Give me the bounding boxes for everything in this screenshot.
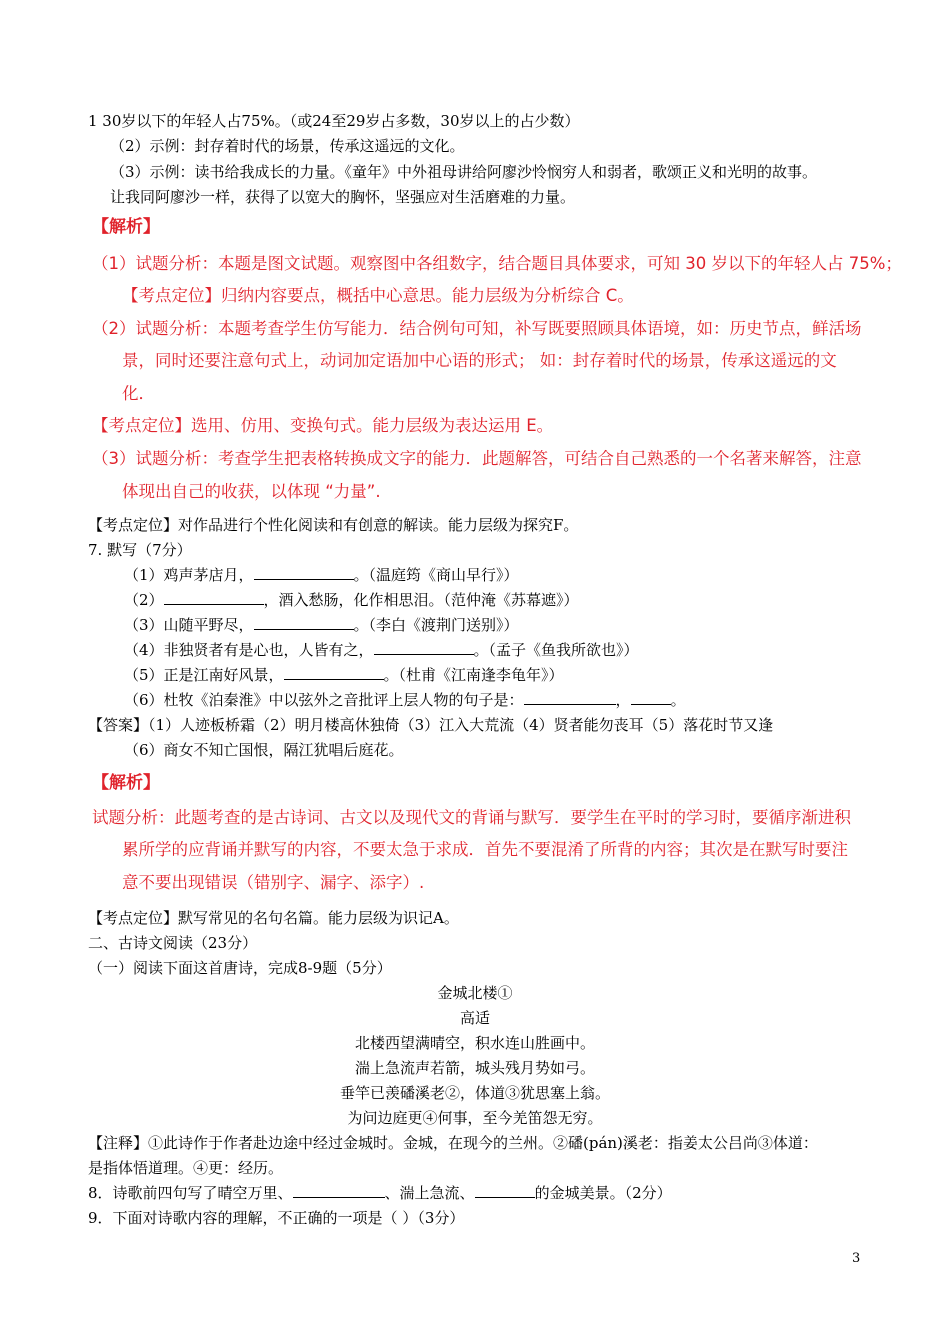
analysis-2-line3: 化． — [122, 384, 155, 403]
answer-2: （2）示例：封存着时代的场景，传承这遥远的文化。 — [110, 137, 465, 155]
q7-item-2 — [124, 589, 579, 611]
q7-item-3-post: 。（李白《渡荆门送别》） — [353, 616, 519, 634]
q7-item-5 — [124, 664, 564, 686]
fill-blank[interactable] — [631, 690, 671, 705]
kaodian-1: 【考点定位】对作品进行个性化阅读和有创意的解读。能力层级为探究F。 — [88, 516, 579, 534]
analysis-2-line1: （2）试题分析：本题考查学生仿写能力．结合例句可知，补写既要照顾具体语境，如：历史节点，鲜活场 — [92, 319, 862, 338]
analysis-1-line2: 【考点定位】归纳内容要点，概括中心意思。能力层级为分析综合 C。 — [122, 286, 634, 305]
poem-line: 为问边庭更④何事，至今羌笛怨无穷。 — [347, 1109, 603, 1127]
q7-item-3 — [124, 614, 519, 636]
fill-blank[interactable] — [254, 615, 354, 630]
fill-blank[interactable] — [293, 1183, 385, 1198]
analysis-2-line4: 【考点定位】选用、仿用、变换句式。能力层级为表达运用 E。 — [92, 416, 554, 435]
q8-pre: 8．诗歌前四句写了晴空万里、 — [88, 1184, 293, 1202]
question-8 — [88, 1182, 672, 1204]
q7-item-5-post: 。（杜甫《江南逢李龟年》） — [383, 666, 564, 684]
q7-item-4-pre: （4）非独贤者有是心也，人皆有之， — [124, 641, 374, 659]
q7-item-6-pre: （6）杜牧《泊秦淮》中以弦外之音批评上层人物的句子是： — [124, 691, 524, 709]
fill-blank[interactable] — [254, 565, 354, 580]
fill-blank[interactable] — [164, 590, 264, 605]
analysis-3-line2: 体现出自己的收获，以体现 “力量”. — [122, 482, 381, 501]
kaodian-2: 【考点定位】默写常见的名句名篇。能力层级为识记A。 — [88, 909, 459, 927]
q7-item-1 — [124, 564, 519, 586]
notes-line2: 是指体悟道理。④更：经历。 — [88, 1159, 284, 1177]
analysis-2b-line2: 累所学的应背诵并默写的内容，不要太急于求成．首先不要混淆了所背的内容；其次是在默写时要注 — [122, 840, 848, 859]
q7-item-1-pre: （1）鸡声茅店月， — [124, 566, 254, 584]
section-subtitle: （一）阅读下面这首唐诗，完成8-9题（5分） — [88, 959, 392, 977]
notes-line1: 【注释】①此诗作于作者赴边途中经过金城时。金城，在现今的兰州。②磻(pán)溪老：指姜太公吕尚③体道： — [88, 1134, 818, 1152]
poem-line: 湍上急流声若箭，城头残月势如弓。 — [354, 1059, 595, 1077]
answer-3-line2: 让我同阿廖沙一样，获得了以宽大的胸怀，坚强应对生活磨难的力量。 — [110, 188, 576, 206]
fill-blank[interactable] — [524, 690, 616, 705]
poem-author: 高适 — [459, 1009, 490, 1027]
fill-blank[interactable] — [284, 665, 384, 680]
poem-line: 垂竿已羡磻溪老②，体道③犹思塞上翁。 — [339, 1084, 610, 1102]
question-9: 9．下面对诗歌内容的理解，不正确的一项是（ ）（3分） — [88, 1209, 465, 1227]
q7-item-2-post: ，酒入愁肠，化作相思泪。（范仲淹《苏幕遮》） — [263, 591, 579, 609]
q7-item-6-post: 。 — [670, 691, 686, 709]
analysis-3-line1: （3）试题分析：考查学生把表格转换成文字的能力．此题解答，可结合自己熟悉的一个名著来解答，注意 — [92, 449, 862, 468]
fill-blank[interactable] — [374, 640, 474, 655]
q8-post: 的金城美景。（2分） — [534, 1184, 672, 1202]
analysis-2-line2: 景，同时还要注意句式上，动词加定语加中心语的形式； 如：封存着时代的场景，传承这遥远的文 — [122, 351, 837, 370]
q7-answer-line2: （6）商女不知亡国恨，隔江犹唱后庭花。 — [124, 741, 404, 759]
fill-blank[interactable] — [475, 1183, 535, 1198]
analysis-2b-line1: 试题分析：此题考查的是古诗词、古文以及现代文的背诵与默写．要学生在平时的学习时，要循序渐进积 — [92, 808, 851, 827]
q7-item-4 — [124, 639, 639, 661]
answer-3-line1: （3）示例：读书给我成长的力量。《童年》中外祖母讲给阿廖沙怜悯穷人和弱者，歌颂正义和光明的故事。 — [110, 163, 818, 181]
q7-item-3-pre: （3）山随平野尽， — [124, 616, 254, 634]
q7-item-5-pre: （5）正是江南好风景， — [124, 666, 284, 684]
section-title: 二、古诗文阅读（23分） — [88, 934, 258, 952]
q7-answer-line1: 【答案】（1）人迹板桥霜（2）明月楼高休独倚（3）江入大荒流（4）贤者能勿丧耳（5）落花时节又逢 — [88, 716, 774, 734]
poem-line: 北楼西望满晴空，积水连山胜画中。 — [354, 1034, 595, 1052]
q8-mid: 、湍上急流、 — [384, 1184, 475, 1202]
analysis-header: 【解析】 — [92, 217, 160, 237]
page-number: 3 — [852, 1251, 861, 1266]
analysis-2-header: 【解析】 — [92, 773, 160, 793]
analysis-2b-line3: 意不要出现错误（错别字、漏字、添字）. — [122, 873, 425, 892]
q7-title: 7. 默写（7分） — [88, 541, 192, 559]
q7-item-1-post: 。（温庭筠《商山早行》） — [353, 566, 519, 584]
answer-1: 1 30岁以下的年轻人占75%。（或24至29岁占多数，30岁以上的占少数） — [88, 112, 580, 130]
analysis-1-line1: （1）试题分析：本题是图文试题。观察图中各组数字，结合题目具体要求，可知 30 岁以下的年轻人占 75%； — [92, 254, 902, 273]
q7-item-2-pre: （2） — [124, 591, 164, 609]
poem-title: 金城北楼① — [437, 984, 513, 1002]
q7-item-4-post: 。（孟子《鱼我所欲也》） — [473, 641, 639, 659]
q7-item-6-mid: ， — [615, 691, 631, 709]
q7-item-6 — [124, 689, 686, 711]
